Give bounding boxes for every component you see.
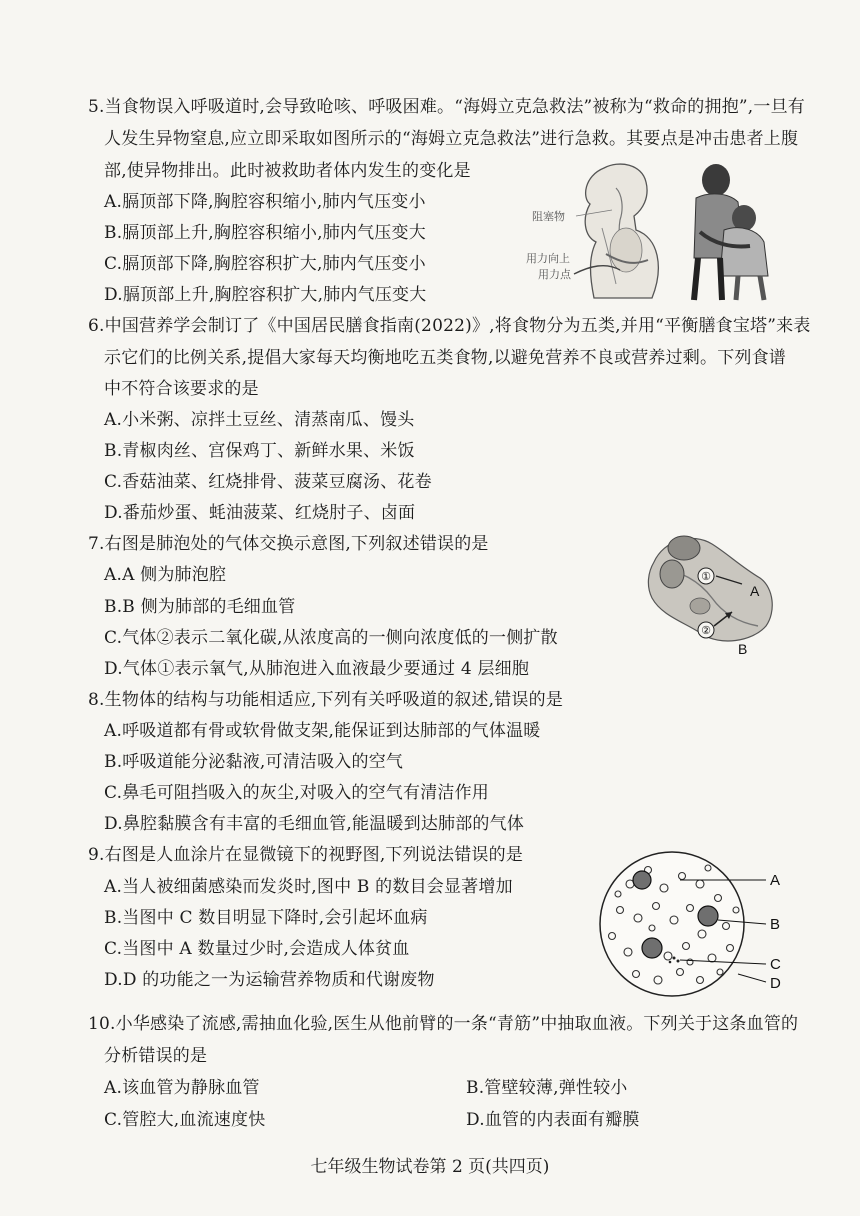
- label-side-a: A: [750, 583, 760, 599]
- q8-option-a: A.呼吸道都有骨或软骨做支架,能保证到达肺部的气体温暖: [104, 721, 541, 741]
- label-plasma-d: D: [770, 975, 781, 992]
- label-upward-force: 用力向上: [526, 253, 570, 265]
- q8-option-c: C.鼻毛可阻挡吸入的灰尘,对吸入的空气有清洁作用: [104, 783, 490, 803]
- q6-option-b: B.青椒肉丝、宫保鸡丁、新鲜水果、米饭: [104, 441, 415, 461]
- q7-option-b: B.B 侧为肺部的毛细血管: [104, 597, 296, 617]
- q10-option-d: D.血管的内表面有瓣膜: [466, 1110, 640, 1130]
- q5-stem-line-3: 部,使异物排出。此时被救助者体内发生的变化是: [104, 161, 471, 181]
- q5-stem-line-1: 5.当食物误入呼吸道时,会导致呛咳、呼吸困难。“海姆立克急救法”被称为“救命的拥抱”,一旦有: [88, 97, 805, 117]
- q10-option-a: A.该血管为静脉血管: [104, 1078, 260, 1098]
- q9-option-b: B.当图中 C 数目明显下降时,会引起坏血病: [104, 908, 428, 928]
- q7-option-d: D.气体①表示氧气,从肺泡进入血液最少要通过 4 层细胞: [104, 659, 530, 679]
- q5-option-b: B.膈顶部上升,胸腔容积缩小,肺内气压变大: [104, 223, 426, 243]
- page-footer: 七年级生物试卷第 2 页(共四页): [310, 1157, 550, 1177]
- q9-option-a: A.当人被细菌感染而发炎时,图中 B 的数目会显著增加: [104, 877, 513, 897]
- q5-stem-line-2: 人发生异物窒息,应立即采取如图所示的“海姆立克急救法”进行急救。其要点是冲击患者上腹: [104, 129, 799, 149]
- q6-stem-line-3: 中不符合该要求的是: [104, 379, 259, 399]
- label-side-b: B: [738, 641, 748, 657]
- q6-stem-line-2: 示它们的比例关系,提倡大家每天均衡地吃五类食物,以避免营养不良或营养过剩。下列食谱: [104, 348, 787, 368]
- q5-option-a: A.膈顶部下降,胸腔容积缩小,肺内气压变小: [104, 192, 426, 212]
- blood-smear-figure: [590, 848, 800, 1000]
- label-obstruction: 阻塞物: [532, 211, 565, 223]
- q5-option-d: D.膈顶部上升,胸腔容积扩大,肺内气压变大: [104, 285, 427, 305]
- q6-stem-line-1: 6.中国营养学会制订了《中国居民膳食指南(2022)》,将食物分为五类,并用“平衡膳食宝塔”来表: [88, 316, 811, 336]
- q7-option-a: A.A 侧为肺泡腔: [104, 565, 227, 585]
- q8-option-b: B.呼吸道能分泌黏液,可清洁吸入的空气: [104, 752, 404, 772]
- q6-option-c: C.香菇油菜、红烧排骨、菠菜豆腐汤、花卷: [104, 472, 432, 492]
- label-gas-2: ②: [701, 625, 711, 637]
- q8-option-d: D.鼻腔黏膜含有丰富的毛细血管,能温暖到达肺部的气体: [104, 814, 525, 834]
- label-cell-c: C: [770, 956, 781, 973]
- q10-option-c: C.管腔大,血流速度快: [104, 1110, 266, 1130]
- q7-stem: 7.右图是肺泡处的气体交换示意图,下列叙述错误的是: [88, 534, 489, 554]
- q6-option-d: D.番茄炒蛋、蚝油菠菜、红烧肘子、卤面: [104, 503, 416, 523]
- q8-stem: 8.生物体的结构与功能相适应,下列有关呼吸道的叙述,错误的是: [88, 690, 564, 710]
- q10-stem-line-1: 10.小华感染了流感,需抽血化验,医生从他前臂的一条“青筋”中抽取血液。下列关于这条血管的: [88, 1014, 799, 1034]
- q6-option-a: A.小米粥、凉拌土豆丝、清蒸南瓜、馒头: [104, 410, 415, 430]
- q10-option-b: B.管壁较薄,弹性较小: [466, 1078, 628, 1098]
- q5-option-c: C.膈顶部下降,胸腔容积扩大,肺内气压变小: [104, 254, 426, 274]
- label-cell-a: A: [770, 872, 781, 889]
- q9-stem: 9.右图是人血涂片在显微镜下的视野图,下列说法错误的是: [88, 845, 524, 865]
- label-gas-1: ①: [701, 571, 711, 583]
- heimlich-figure: [524, 158, 784, 303]
- label-cell-b: B: [770, 916, 781, 933]
- q9-option-d: D.D 的功能之一为运输营养物质和代谢废物: [104, 970, 435, 990]
- q7-option-c: C.气体②表示二氧化碳,从浓度高的一侧向浓度低的一侧扩散: [104, 628, 558, 648]
- q9-option-c: C.当图中 A 数量过少时,会造成人体贫血: [104, 939, 410, 959]
- alveolus-figure: [640, 522, 780, 662]
- label-force-point: 用力点: [538, 269, 571, 281]
- q10-stem-line-2: 分析错误的是: [104, 1046, 208, 1066]
